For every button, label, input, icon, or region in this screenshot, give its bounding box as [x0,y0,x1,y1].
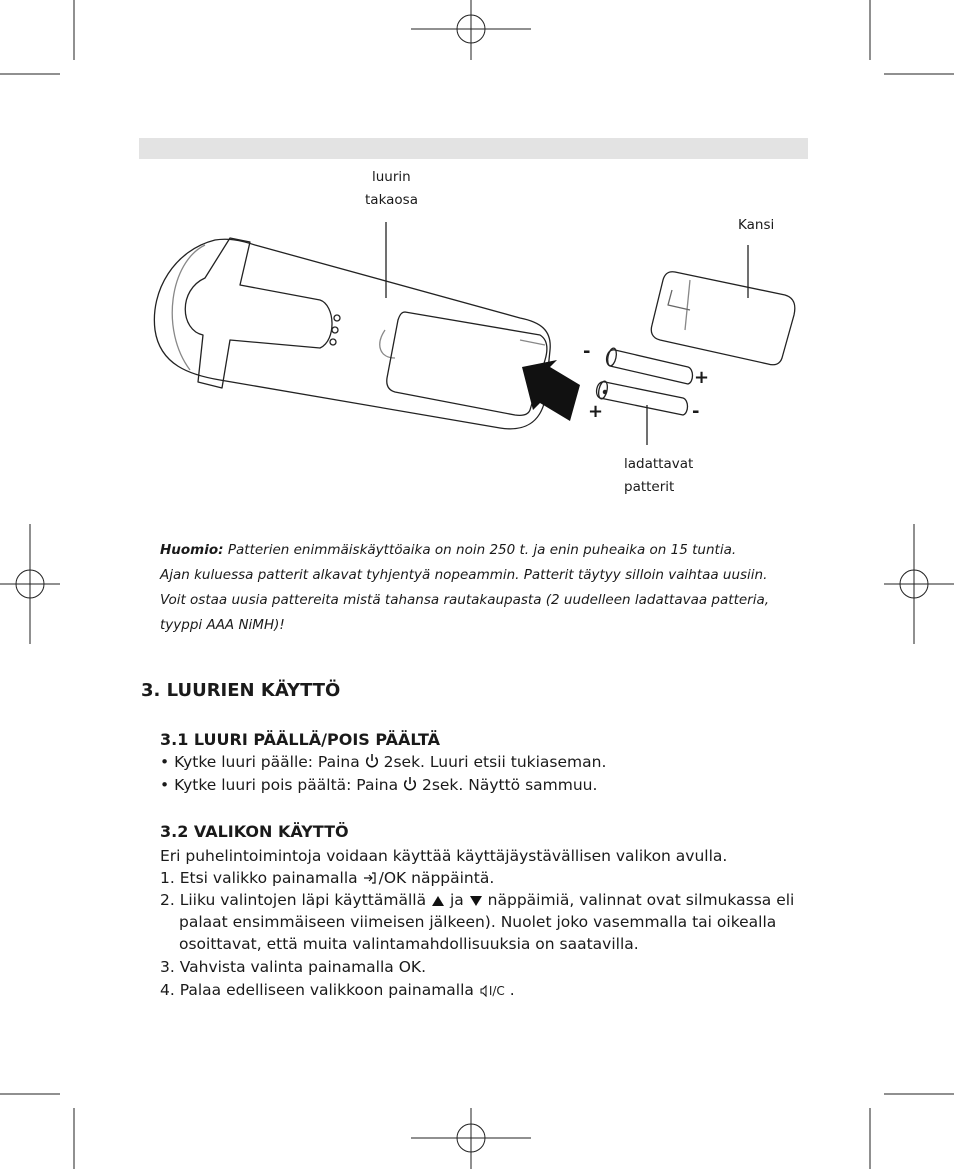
step-4-tail: . [509,981,515,999]
bullet-power-off [160,774,597,796]
battery-cover [651,272,795,365]
menu-intro: Eri puhelintoimintoja voidaan käyttää käyttäjäystävällisen valikon avulla. [160,847,728,865]
label-batteries-line1: ladattavat [624,456,694,472]
power-icon [403,776,417,792]
handset-outline [154,239,550,429]
power-icon [365,753,379,769]
label-back-line2: takaosa [365,192,418,208]
step-2-and: ja [449,891,464,909]
sign-bottom-minus: - [692,401,700,422]
step-4 [160,979,515,1002]
clear-key-icon [479,984,505,998]
bullet-power-off-tail: 2sek. Näyttö sammuu. [421,776,598,794]
sign-bottom-plus: + [588,401,604,422]
bullet-power-on-text: • Kytke luuri päälle: Paina [160,753,360,771]
step-2-tail: näppäimiä, valinnat ovat silmukassa eli [487,891,795,909]
mute-icon [479,985,489,997]
sign-top-plus: + [694,367,710,388]
battery-bottom [597,382,688,415]
subsection-3-1-title: 3.1 LUURI PÄÄLLÄ/POIS PÄÄLTÄ [160,730,441,749]
battery-note [160,538,800,638]
label-batteries-line2: patterit [624,479,675,495]
up-arrow-icon [431,895,445,907]
step-2-line-3: osoittavat, että muita valintamahdollisuuksia on saatavilla. [179,935,639,953]
down-arrow-icon [469,895,483,907]
note-line-4: tyyppi AAA NiMH)! [160,617,285,633]
note-line-3: Voit ostaa uusia pattereita mistä tahansa rautakaupasta (2 uudelleen ladattavaa patteria, [160,592,770,608]
label-back-line1: luurin [372,169,411,185]
battery-compartment [387,312,547,415]
subsection-3-2-title: 3.2 VALIKON KÄYTTÖ [160,822,349,841]
note-line-1: Patterien enimmäiskäyttöaika on noin 250 t. ja enin puheaika on 15 tuntia. [227,542,737,558]
step-2-line-2: palaat ensimmäiseen viimeisen jälkeen). Nuolet joko vasemmalla tai oikealla [179,913,777,931]
note-line-2: Ajan kuluessa patterit alkavat tyhjentyä nopeammin. Patterit täytyy silloin vaihtaa uusiin. [160,567,768,583]
step-1-text: 1. Etsi valikko painamalla [160,869,358,887]
step-4-text: 4. Palaa edelliseen valikkoon painamalla [160,981,474,999]
note-title: Huomio: [160,542,224,558]
step-2 [160,889,794,911]
bullet-power-on-tail: 2sek. Luuri etsii tukiaseman. [383,753,607,771]
sign-top-minus: - [583,341,591,362]
step-2-text: 2. Liiku valintojen läpi käyttämällä [160,891,427,909]
bullet-power-on [160,751,606,773]
clear-key-label: I/C [488,984,505,998]
battery-top [607,350,693,384]
bullet-power-off-text: • Kytke luuri pois päältä: Paina [160,776,399,794]
step-3: 3. Vahvista valinta painamalla OK. [160,958,426,976]
insert-arrow [522,360,580,421]
step-1-tail: /OK näppäintä. [378,869,495,887]
section-title: 3. LUURIEN KÄYTTÖ [141,680,341,701]
step-1 [160,867,494,889]
menu-key-icon [363,871,379,885]
label-cover: Kansi [738,217,775,233]
